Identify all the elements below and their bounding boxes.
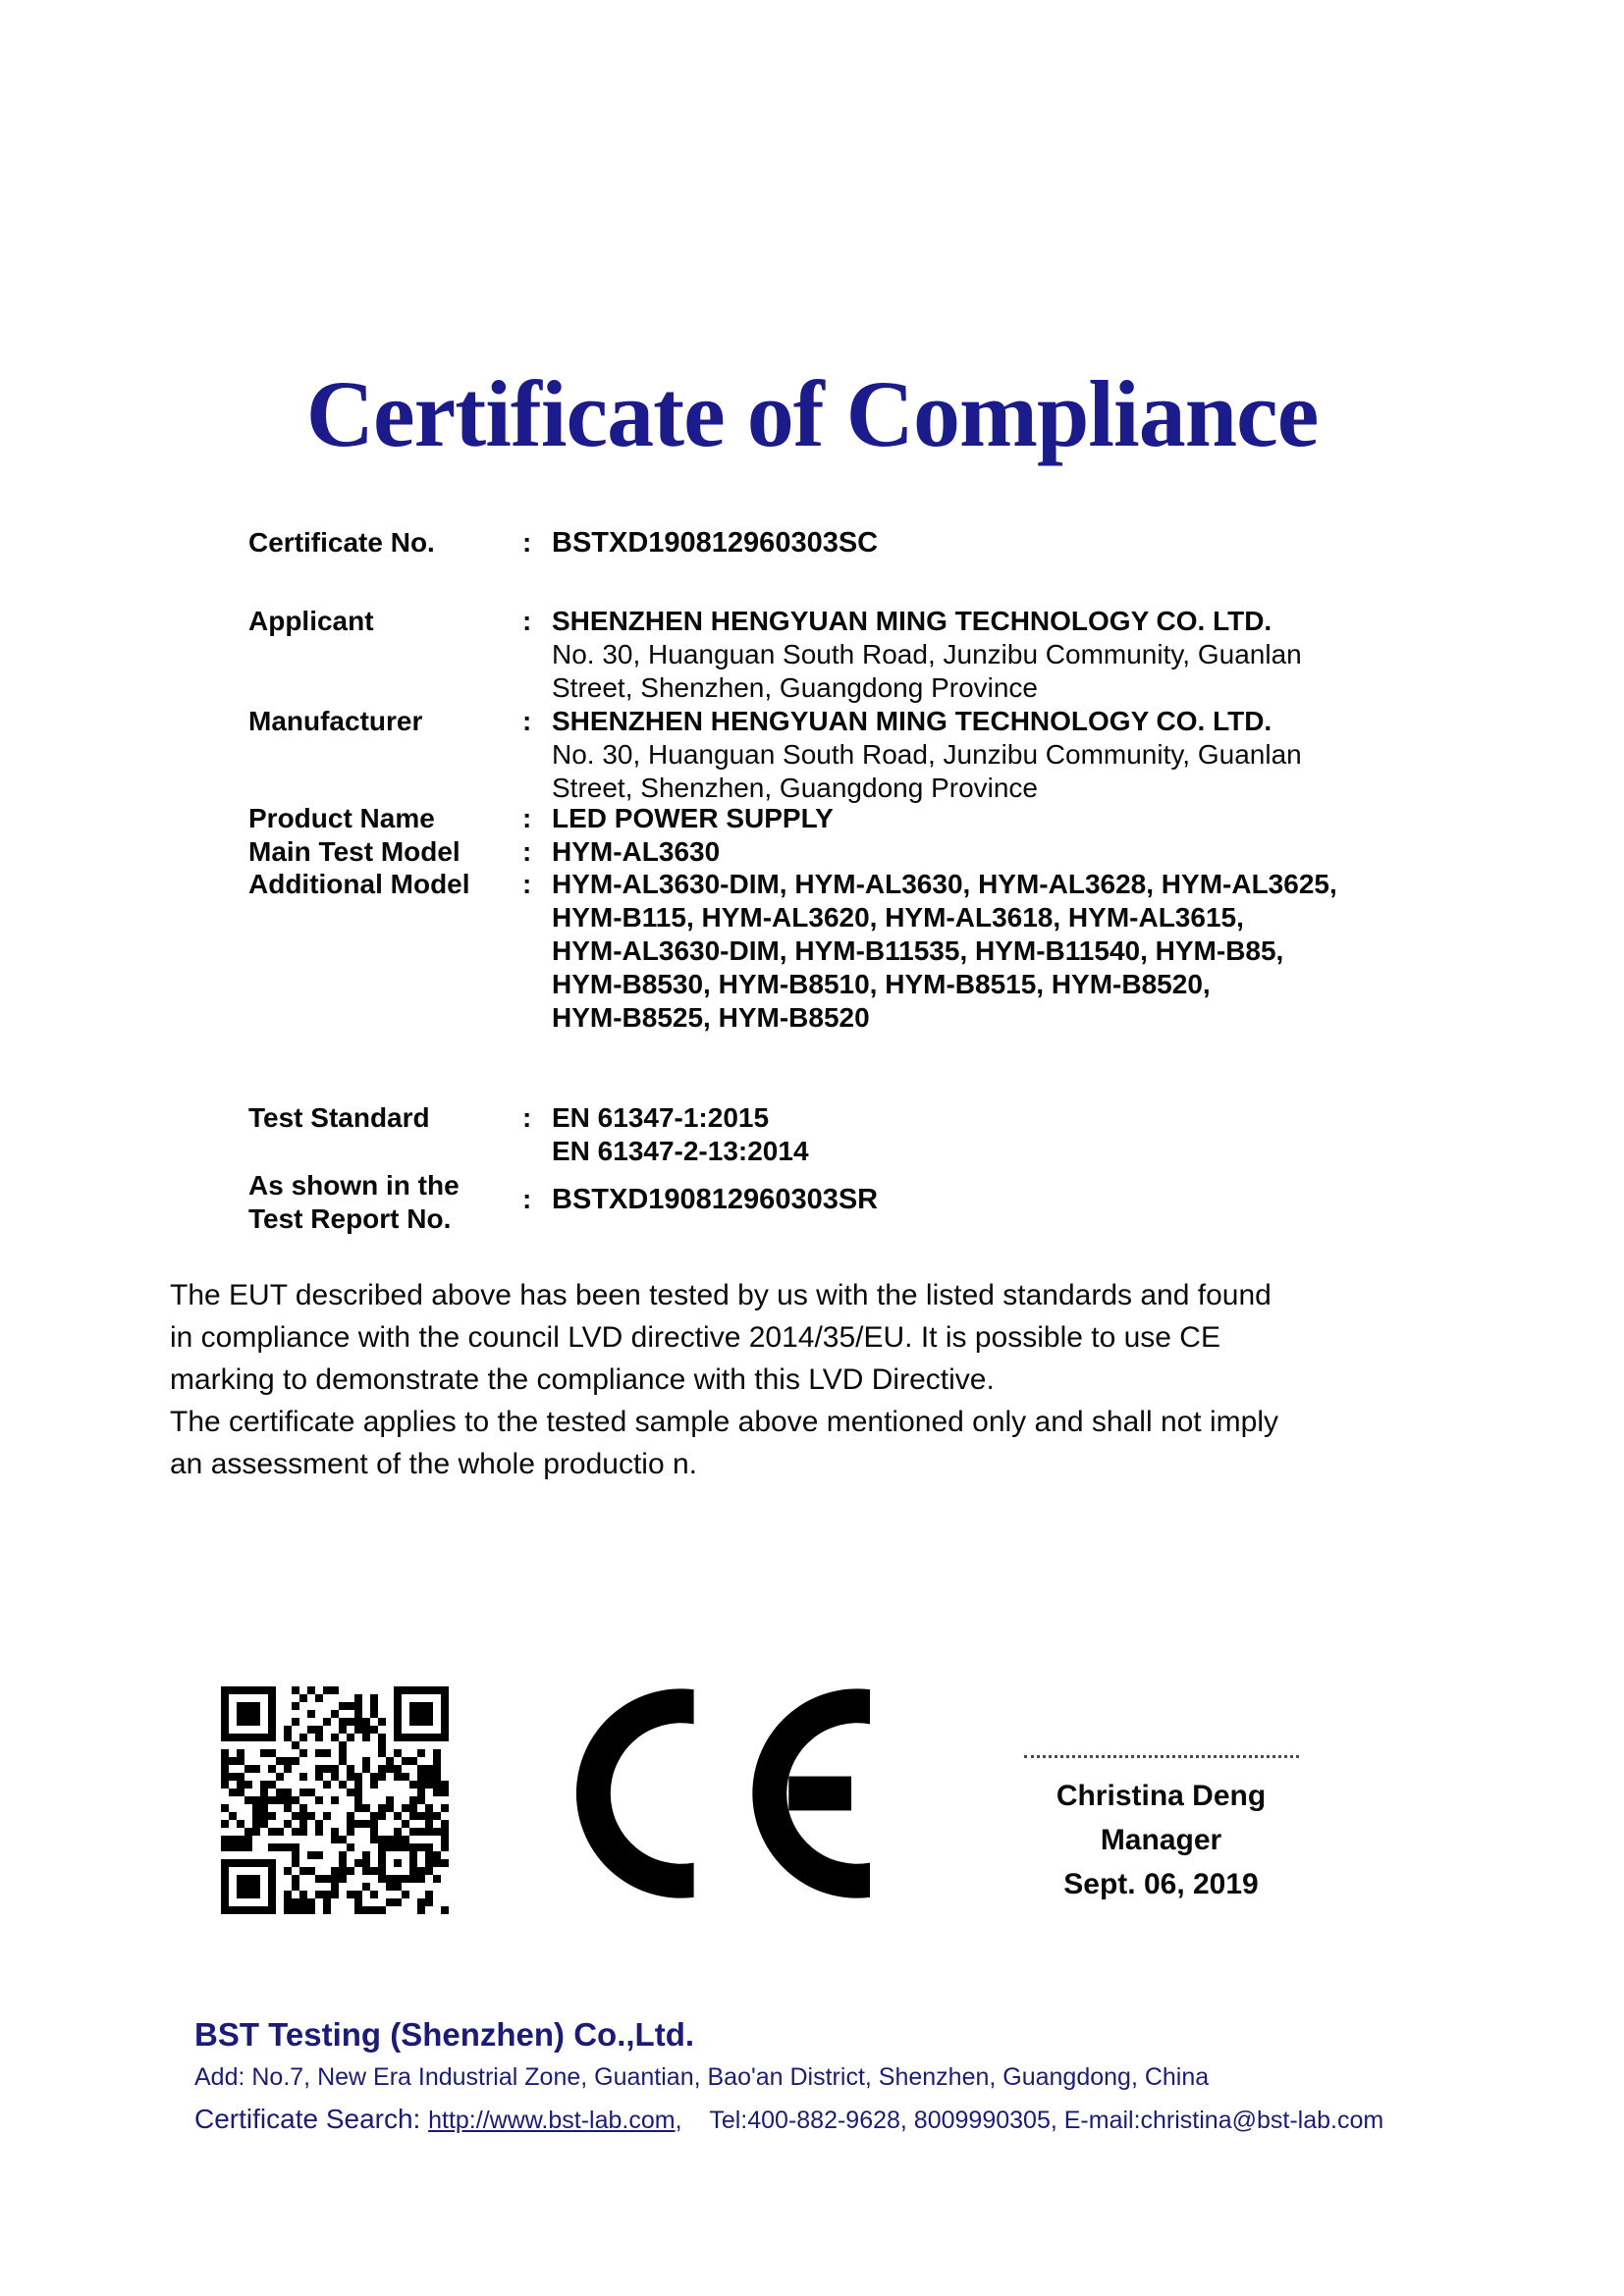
signer-role: Manager (1100, 1824, 1222, 1856)
signature-block (1021, 1755, 1301, 1906)
certificate-title: Certificate of Compliance (305, 361, 1319, 466)
additional-model-line: HYM-B8530, HYM-B8510, HYM-B8515, HYM-B8520, (552, 969, 1211, 999)
signature-dotted-line (1024, 1755, 1299, 1758)
additional-model-line: HYM-AL3630-DIM, HYM-AL3630, HYM-AL3628, HYM-AL3625, (552, 869, 1337, 899)
statement-line: an assessment of the whole productio n. (170, 1448, 697, 1480)
search-suffix: , (675, 2107, 710, 2134)
qr-code (221, 1686, 449, 1914)
colon-separator: : (522, 803, 532, 833)
certificate-search-link[interactable]: http://www.bst-lab.com (428, 2107, 676, 2134)
test-standard-line: EN 61347-2-13:2014 (552, 1136, 809, 1166)
applicant-address-line: Street, Shenzhen, Guangdong Province (552, 672, 1039, 703)
colon-separator: : (522, 706, 532, 736)
certificate-no-value: BSTXD190812960303SC (552, 527, 879, 559)
manufacturer-address-line: No. 30, Huanguan South Road, Junzibu Community, Guanlan (552, 739, 1302, 770)
product-name-label: Product Name (248, 803, 435, 833)
additional-model-line: HYM-B8525, HYM-B8520 (552, 1002, 870, 1033)
signature-date: Sept. 06, 2019 (1063, 1868, 1259, 1900)
colon-separator: : (522, 1184, 532, 1214)
statement-line: The certificate applies to the tested sample above mentioned only and shall not imply (170, 1406, 1278, 1438)
test-report-value: BSTXD190812960303SR (552, 1184, 879, 1215)
field-product-name (248, 802, 1486, 835)
additional-model-label: Additional Model (248, 869, 470, 899)
test-standard-line: EN 61347-1:2015 (552, 1102, 770, 1133)
certificate-search-row (194, 2104, 1383, 2135)
statement-line: in compliance with the council LVD directive 2014/35/EU. It is possible to use CE (170, 1321, 1220, 1354)
colon-separator: : (522, 869, 532, 899)
compliance-statement (170, 1274, 1476, 1485)
lab-company-name: BST Testing (Shenzhen) Co.,Ltd. (194, 2016, 695, 2053)
certificate-no-label: Certificate No. (248, 527, 435, 558)
signer-name: Christina Deng (1056, 1780, 1267, 1812)
applicant-label: Applicant (248, 606, 374, 636)
manufacturer-name: SHENZHEN HENGYUAN MING TECHNOLOGY CO. LTD. (552, 706, 1272, 736)
lab-address: Add: No.7, New Era Industrial Zone, Guantian, Bao'an District, Shenzhen, Guangdong, China (194, 2063, 1210, 2091)
field-test-report (248, 1169, 1486, 1236)
main-test-model-value: HYM-AL3630 (552, 836, 721, 867)
test-report-label-line: Test Report No. (248, 1203, 452, 1234)
applicant-name: SHENZHEN HENGYUAN MING TECHNOLOGY CO. LTD. (552, 606, 1272, 636)
product-name-value: LED POWER SUPPLY (552, 803, 834, 833)
certificate-search-label: Certificate Search: (194, 2104, 429, 2134)
additional-model-line: HYM-AL3630-DIM, HYM-B11535, HYM-B11540, HYM-B85, (552, 935, 1284, 966)
colon-separator: : (522, 836, 532, 867)
applicant-address-line: No. 30, Huanguan South Road, Junzibu Community, Guanlan (552, 639, 1302, 669)
main-test-model-label: Main Test Model (248, 836, 460, 867)
field-additional-model (248, 868, 1486, 1035)
colon-separator: : (522, 1102, 532, 1133)
ce-mark-icon (576, 1687, 870, 1899)
colon-separator: : (522, 606, 532, 636)
test-report-label-line: As shown in the (248, 1170, 460, 1201)
field-applicant (248, 605, 1486, 705)
test-standard-label: Test Standard (248, 1102, 430, 1133)
statement-line: marking to demonstrate the compliance with this LVD Directive. (170, 1363, 995, 1396)
field-test-standard (248, 1101, 1486, 1168)
colon-separator: : (522, 527, 532, 558)
manufacturer-label: Manufacturer (248, 706, 423, 736)
field-certificate-no (248, 526, 1486, 560)
additional-model-line: HYM-B115, HYM-AL3620, HYM-AL3618, HYM-AL3615, (552, 902, 1244, 933)
lab-contact-info: Tel:400-882-9628, 8009990305, E-mail:christina@bst-lab.com (709, 2107, 1384, 2134)
field-main-test-model (248, 835, 1486, 869)
statement-line: The EUT described above has been tested by us with the listed standards and found (170, 1279, 1272, 1311)
manufacturer-address-line: Street, Shenzhen, Guangdong Province (552, 773, 1039, 803)
field-manufacturer (248, 705, 1486, 805)
